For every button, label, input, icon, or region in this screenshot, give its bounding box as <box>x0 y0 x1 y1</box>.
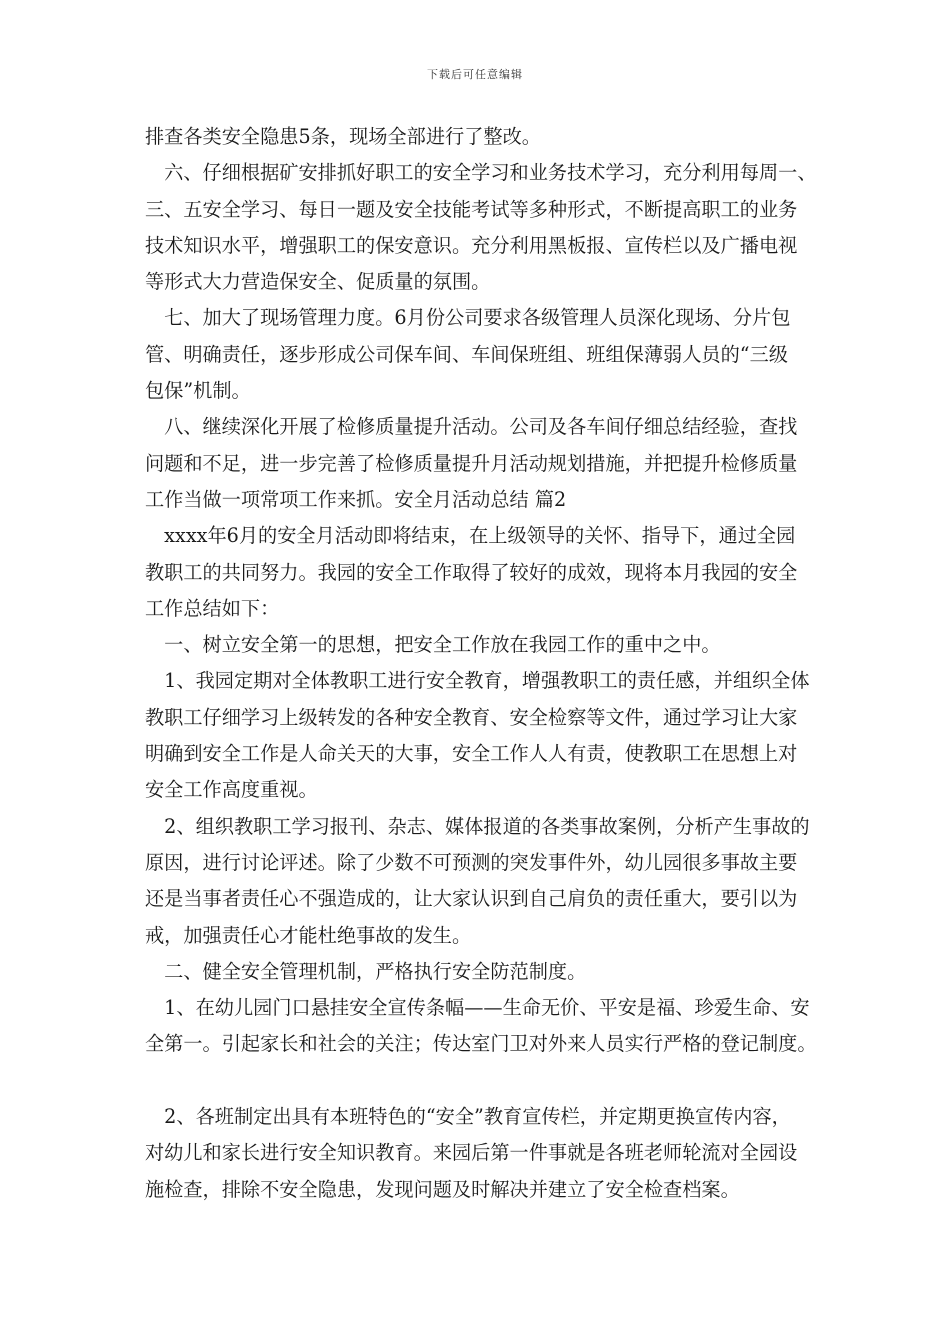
text-line: 包保”机制。 <box>145 379 251 403</box>
text-line: 安全工作高度重视。 <box>145 778 318 802</box>
text-line: 1、在幼儿园门口悬挂安全宣传条幅——生命无价、平安是福、珍爱生命、安 <box>145 996 810 1020</box>
text-line: 全第一。引起家长和社会的关注；传达室门卫对外来人员实行严格的登记制度。 <box>145 1032 817 1056</box>
text-line: 等形式大力营造保安全、促质量的氛围。 <box>145 270 491 294</box>
text-line: 明确到安全工作是人命关天的大事，安全工作人人有责，使教职工在思想上对 <box>145 742 798 766</box>
text-line: 三、五安全学习、每日一题及安全技能考试等多种形式，不断提高职工的业务 <box>145 197 798 221</box>
text-line: 原因，进行讨论评述。除了少数不可预测的突发事件外，幼儿园很多事故主要 <box>145 850 798 874</box>
text-line: 一、树立安全第一的思想，把安全工作放在我园工作的重中之中。 <box>145 633 721 657</box>
text-line: 2、组织教职工学习报刊、杂志、媒体报道的各类事故案例，分析产生事故的 <box>145 814 810 838</box>
blank-line <box>145 1063 827 1099</box>
text-line: 技术知识水平，增强职工的保安意识。充分利用黑板报、宣传栏以及广播电视 <box>145 233 798 257</box>
document-body <box>145 119 827 1208</box>
text-line: 排查各类安全隐患5条，现场全部进行了整改。 <box>145 125 541 148</box>
text-line: 工作当做一项常项工作来抓。安全月活动总结 篇2 <box>145 487 567 511</box>
text-line: 对幼儿和家长进行安全知识教育。来园后第一件事就是各班老师轮流对全园设 <box>145 1141 798 1165</box>
page-header: 下载后可任意编辑 <box>427 68 523 81</box>
text-line: 教职工仔细学习上级转发的各种安全教育、安全检察等文件，通过学习让大家 <box>145 705 798 729</box>
text-line: 七、加大了现场管理力度。6月份公司要求各级管理人员深化现场、分片包 <box>145 306 791 330</box>
text-line: 1、我园定期对全体教职工进行安全教育，增强教职工的责任感，并组织全体 <box>145 669 810 693</box>
text-line: 六、仔细根据矿安排抓好职工的安全学习和业务技术学习，充分利用每周一、 <box>145 161 817 185</box>
text-line: 教职工的共同努力。我园的安全工作取得了较好的成效，现将本月我园的安全 <box>145 560 798 584</box>
text-line: 戒，加强责任心才能杜绝事故的发生。 <box>145 923 472 947</box>
text-line: 2、各班制定出具有本班特色的“安全”教育宣传栏，并定期更换宣传内容， <box>145 1105 791 1129</box>
text-line: 二、健全安全管理机制，严格执行安全防范制度。 <box>145 959 587 983</box>
text-line: 八、继续深化开展了检修质量提升活动。公司及各车间仔细总结经验，查找 <box>145 415 798 439</box>
text-line: 管、明确责任，逐步形成公司保车间、车间保班组、班组保薄弱人员的“三级 <box>145 342 788 366</box>
text-line: 问题和不足，进一步完善了检修质量提升月活动规划措施，并把提升检修质量 <box>145 451 798 475</box>
text-line: 施检查，排除不安全隐患，发现问题及时解决并建立了安全检查档案。 <box>145 1177 740 1201</box>
text-line: 工作总结如下： <box>145 596 280 620</box>
text-line: 还是当事者责任心不强造成的，让大家认识到自己肩负的责任重大，要引以为 <box>145 887 798 911</box>
text-line: xxxx年6月的安全月活动即将结束，在上级领导的关怀、指导下，通过全园 <box>145 524 796 548</box>
